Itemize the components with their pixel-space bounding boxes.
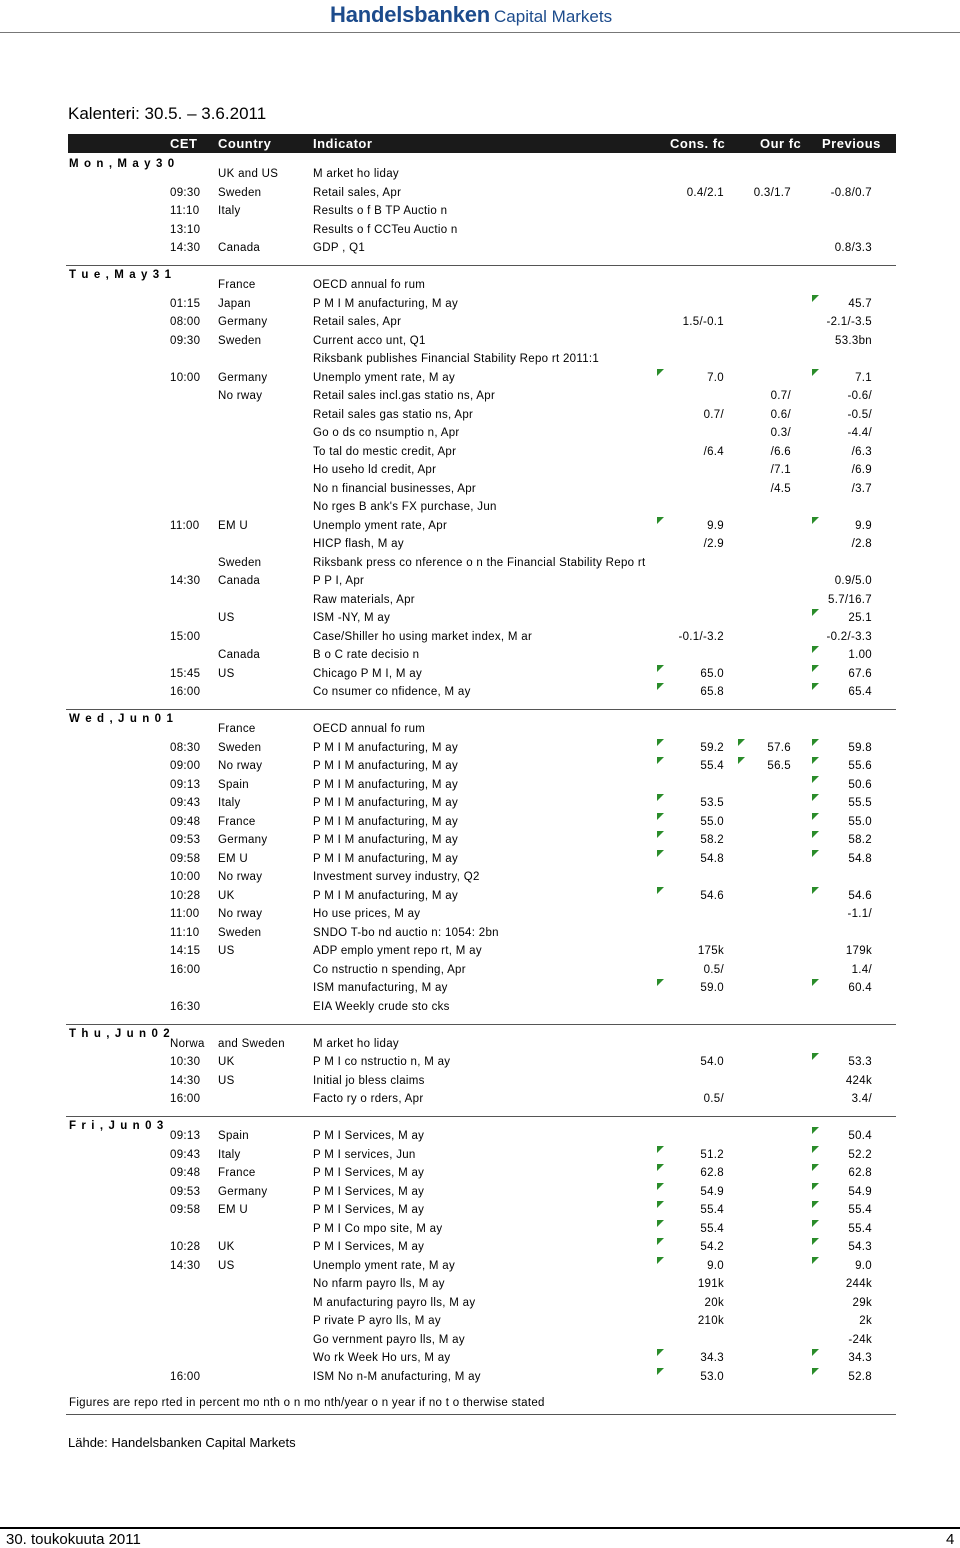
footnote: Figures are repo rted in percent mo nth o n mo nth/year o n year if no t o therwise stated [69,1397,545,1409]
cell-time: 09:30 [170,187,201,199]
cell-indicator: ISM manufacturing, M ay [313,982,448,994]
cell-prev: 1.4/ [851,964,872,976]
cell-indicator: Facto ry o rders, Apr [313,1093,424,1105]
logo-main: Handelsbanken [330,2,491,27]
cell-prev: -24k [848,1334,872,1346]
cell-indicator: Investment survey industry, Q2 [313,871,480,883]
cell-prev: 29k [852,1297,872,1309]
cell-cons: 54.8 [700,853,724,865]
source-note: Lähde: Handelsbanken Capital Markets [68,1435,296,1450]
cell-prev: 9.0 [855,1260,872,1272]
cell-time: 15:45 [170,668,201,680]
cell-indicator: HICP flash, M ay [313,538,404,550]
cell-country: EM U [218,853,248,865]
cell-country: UK [218,1056,235,1068]
cell-cons: 0.4/2.1 [686,187,724,199]
cell-time: 11:00 [170,908,200,920]
cell-time: 09:48 [170,1167,201,1179]
cell-indicator: M anufacturing payro lls, M ay [313,1297,476,1309]
cell-prev: 55.6 [848,760,872,772]
cell-cons: 65.8 [700,686,724,698]
cell-time: 11:10 [170,205,200,217]
cell-indicator: P M I Services, M ay [313,1130,425,1142]
cell-time: 14:30 [170,1075,201,1087]
cell-indicator: Ho useho ld credit, Apr [313,464,437,476]
cell-cons: 62.8 [700,1167,724,1179]
cell-cons: /6.4 [703,446,724,458]
cell-country: UK and US [218,168,279,180]
cell-our: 0.6/ [770,409,791,421]
cell-indicator: SNDO T-bo nd auctio n: 1054: 2bn [313,927,499,939]
cell-prev: 59.8 [848,742,872,754]
cell-time: 16:30 [170,1001,201,1013]
cell-indicator: P M I services, Jun [313,1149,416,1161]
cell-country: Canada [218,242,261,254]
cell-prev: -0.8/0.7 [830,187,872,199]
cell-country: and Sweden [218,1038,285,1050]
cell-cons: 55.4 [700,1223,724,1235]
cell-prev: 0.9/5.0 [834,575,872,587]
cell-cons: 51.2 [700,1149,724,1161]
cell-indicator: P M I Services, M ay [313,1204,425,1216]
cell-indicator: B o C rate decisio n [313,649,420,661]
cell-indicator: OECD annual fo rum [313,723,426,735]
cell-prev: 244k [845,1278,872,1290]
cell-cons: 55.4 [700,1204,724,1216]
cell-indicator: P M I M anufacturing, M ay [313,742,459,754]
cell-country: Spain [218,779,249,791]
cell-prev: 58.2 [848,834,872,846]
cell-country: US [218,1260,235,1272]
cell-indicator: EIA Weekly crude sto cks [313,1001,450,1013]
cell-prev: /3.7 [851,483,872,495]
cell-our: /6.6 [770,446,791,458]
cell-cons: 191k [697,1278,724,1290]
cell-time: 13:10 [170,224,201,236]
cell-time: 09:58 [170,853,201,865]
cell-our: 0.3/1.7 [753,187,791,199]
header-country: Country [218,136,272,151]
cell-prev: -0.6/ [847,390,872,402]
cell-indicator: M arket ho liday [313,168,399,180]
cell-country: UK [218,1241,235,1253]
day-separator [66,709,896,710]
cell-time: 08:00 [170,316,201,328]
cell-country: France [218,816,256,828]
cell-prev: 52.2 [848,1149,872,1161]
cell-time: 09:43 [170,1149,201,1161]
cell-country: No rway [218,760,263,772]
cell-indicator: P M I Services, M ay [313,1241,425,1253]
cell-indicator: P M I M anufacturing, M ay [313,298,459,310]
day-label: T u e , M a y 3 1 [69,269,173,281]
cell-indicator: Retail sales, Apr [313,316,402,328]
cell-country: France [218,1167,256,1179]
cell-indicator: Go vernment payro lls, M ay [313,1334,465,1346]
footer-date: 30. toukokuuta 2011 [6,1531,141,1548]
table-header [68,134,896,153]
cell-indicator: Riksbank press co nference o n the Financial Stability Repo rt [313,557,646,569]
cell-our: /4.5 [770,483,791,495]
cell-prev: 67.6 [848,668,872,680]
cell-time: 11:00 [170,520,200,532]
cell-indicator: P M I M anufacturing, M ay [313,853,459,865]
cell-indicator: To tal do mestic credit, Apr [313,446,457,458]
cell-prev: 53.3bn [835,335,872,347]
cell-time: 09:53 [170,834,201,846]
cell-time: Norwa [170,1038,205,1050]
logo [330,2,612,28]
cell-country: Sweden [218,187,262,199]
top-rule [0,32,960,33]
cell-prev: 7.1 [855,372,872,384]
cell-time: 09:43 [170,797,201,809]
cell-cons: 53.0 [700,1371,724,1383]
cell-country: US [218,1075,235,1087]
cell-indicator: P M I Co mpo site, M ay [313,1223,443,1235]
cell-indicator: ADP emplo yment repo rt, M ay [313,945,482,957]
cell-indicator: Unemplo yment rate, M ay [313,1260,456,1272]
cell-indicator: Retail sales gas statio ns, Apr [313,409,474,421]
cell-time: 01:15 [170,298,201,310]
header-our: Our fc [760,136,802,151]
cell-time: 10:00 [170,372,201,384]
cell-cons: 210k [697,1315,724,1327]
logo-sub: Capital Markets [494,7,613,26]
cell-indicator: GDP , Q1 [313,242,366,254]
cell-country: US [218,945,235,957]
cell-indicator: ISM No n-M anufacturing, M ay [313,1371,481,1383]
cell-cons: 65.0 [700,668,724,680]
page-title: Kalenteri: 30.5. – 3.6.2011 [68,104,267,123]
cell-indicator: P M I M anufacturing, M ay [313,779,459,791]
cell-cons: 54.2 [700,1241,724,1253]
cell-prev: 9.9 [855,520,872,532]
cell-country: Sweden [218,927,262,939]
cell-indicator: ISM -NY, M ay [313,612,391,624]
cell-indicator: Chicago P M I, M ay [313,668,423,680]
footnote-rule [66,1414,896,1415]
cell-time: 09:30 [170,335,201,347]
cell-indicator: Unemplo yment rate, Apr [313,520,448,532]
cell-cons: 34.3 [700,1352,724,1364]
cell-time: 14:30 [170,242,201,254]
cell-country: EM U [218,1204,248,1216]
cell-cons: 1.5/-0.1 [682,316,724,328]
day-separator [66,1116,896,1117]
cell-indicator: Retail sales, Apr [313,187,402,199]
cell-indicator: P P I, Apr [313,575,365,587]
day-label: W e d , J u n 0 1 [69,713,174,725]
cell-time: 09:13 [170,779,201,791]
cell-our: 56.5 [767,760,791,772]
cell-indicator: P M I Services, M ay [313,1167,425,1179]
day-label: F r i , J u n 0 3 [69,1120,165,1132]
cell-indicator: Results o f B TP Auctio n [313,205,448,217]
cell-prev: 53.3 [848,1056,872,1068]
cell-prev: 50.4 [848,1130,872,1142]
cell-indicator: M arket ho liday [313,1038,399,1050]
cell-country: Spain [218,1130,249,1142]
cell-our: 0.3/ [770,427,791,439]
cell-country: Germany [218,372,268,384]
cell-indicator: Current acco unt, Q1 [313,335,426,347]
cell-cons: 59.2 [700,742,724,754]
cell-country: EM U [218,520,248,532]
page-number: 4 [946,1531,955,1548]
cell-prev: 55.4 [848,1204,872,1216]
cell-cons: 9.0 [707,1260,724,1272]
cell-cons: 55.0 [700,816,724,828]
cell-indicator: P M I co nstructio n, M ay [313,1056,451,1068]
cell-prev: 54.9 [848,1186,872,1198]
cell-time: 10:28 [170,890,201,902]
cell-prev: 54.3 [848,1241,872,1253]
cell-time: 16:00 [170,1093,201,1105]
day-label: T h u , J u n 0 2 [69,1028,171,1040]
cell-prev: 2k [859,1315,872,1327]
header-cet: CET [170,136,198,151]
cell-cons: 0.7/ [703,409,724,421]
cell-time: 10:00 [170,871,201,883]
header-prev: Previous [822,136,881,151]
cell-time: 10:28 [170,1241,201,1253]
cell-country: France [218,723,256,735]
cell-indicator: P rivate P ayro lls, M ay [313,1315,441,1327]
cell-cons: 7.0 [707,372,724,384]
cell-country: Canada [218,649,261,661]
cell-prev: 55.0 [848,816,872,828]
cell-indicator: P M I M anufacturing, M ay [313,760,459,772]
cell-indicator: P M I M anufacturing, M ay [313,816,459,828]
header-indicator: Indicator [313,136,373,151]
cell-time: 09:53 [170,1186,201,1198]
cell-prev: 52.8 [848,1371,872,1383]
cell-prev: 54.6 [848,890,872,902]
cell-country: Sweden [218,335,262,347]
cell-country: No rway [218,871,263,883]
cell-time: 09:13 [170,1130,201,1142]
cell-prev: 0.8/3.3 [834,242,872,254]
cell-cons: 54.6 [700,890,724,902]
cell-indicator: P M I M anufacturing, M ay [313,797,459,809]
cell-indicator: P M I Services, M ay [313,1186,425,1198]
cell-prev: 62.8 [848,1167,872,1179]
day-separator [66,265,896,266]
cell-indicator: Co nstructio n spending, Apr [313,964,466,976]
cell-indicator: Results o f CCTeu Auctio n [313,224,458,236]
cell-time: 11:10 [170,927,200,939]
cell-country: US [218,612,235,624]
cell-prev: 3.4/ [851,1093,872,1105]
cell-indicator: Wo rk Week Ho urs, M ay [313,1352,451,1364]
cell-indicator: Initial jo bless claims [313,1075,425,1087]
cell-cons: 53.5 [700,797,724,809]
cell-country: Sweden [218,557,262,569]
cell-indicator: P M I M anufacturing, M ay [313,890,459,902]
cell-prev: -4.4/ [847,427,872,439]
cell-prev: -1.1/ [847,908,872,920]
cell-time: 14:15 [170,945,201,957]
cell-cons: 58.2 [700,834,724,846]
cell-time: 16:00 [170,686,201,698]
day-label: M o n , M a y 3 0 [69,158,176,170]
cell-country: Italy [218,205,241,217]
cell-country: Italy [218,1149,241,1161]
cell-country: France [218,279,256,291]
cell-country: Germany [218,1186,268,1198]
day-separator [66,1024,896,1025]
cell-cons: 54.0 [700,1056,724,1068]
cell-indicator: Ho use prices, M ay [313,908,421,920]
cell-prev: 60.4 [848,982,872,994]
cell-cons: 9.9 [707,520,724,532]
cell-time: 14:30 [170,575,201,587]
cell-cons: 55.4 [700,760,724,772]
cell-indicator: P M I M anufacturing, M ay [313,834,459,846]
cell-prev: 55.4 [848,1223,872,1235]
cell-indicator: Go o ds co nsumptio n, Apr [313,427,460,439]
cell-cons: 0.5/ [703,964,724,976]
cell-time: 14:30 [170,1260,201,1272]
cell-time: 09:00 [170,760,201,772]
cell-indicator: No nfarm payro lls, M ay [313,1278,445,1290]
cell-our: 57.6 [767,742,791,754]
cell-our: /7.1 [770,464,791,476]
cell-prev: 55.5 [848,797,872,809]
cell-country: US [218,668,235,680]
header-cons: Cons. fc [670,136,726,151]
cell-time: 16:00 [170,1371,201,1383]
cell-country: Germany [218,834,268,846]
cell-prev: 179k [845,945,872,957]
cell-prev: 1.00 [848,649,872,661]
cell-indicator: Unemplo yment rate, M ay [313,372,456,384]
cell-prev: /6.9 [851,464,872,476]
cell-cons: 175k [697,945,724,957]
cell-indicator: Case/Shiller ho using market index, M ar [313,631,533,643]
cell-country: Canada [218,575,261,587]
cell-indicator: No rges B ank's FX purchase, Jun [313,501,497,513]
cell-indicator: Raw materials, Apr [313,594,415,606]
cell-prev: 5.7/16.7 [828,594,872,606]
cell-indicator: Riksbank publishes Financial Stability Repo rt 2011:1 [313,353,600,365]
cell-prev: 45.7 [848,298,872,310]
cell-prev: 34.3 [848,1352,872,1364]
cell-country: Germany [218,316,268,328]
cell-cons: -0.1/-3.2 [678,631,724,643]
cell-time: 15:00 [170,631,201,643]
cell-prev: 25.1 [848,612,872,624]
cell-prev: 50.6 [848,779,872,791]
page-footer [0,1527,960,1548]
cell-indicator: No n financial businesses, Apr [313,483,477,495]
cell-time: 08:30 [170,742,201,754]
cell-country: Japan [218,298,251,310]
cell-country: No rway [218,908,263,920]
cell-prev: 65.4 [848,686,872,698]
cell-prev: /2.8 [851,538,872,550]
cell-prev: -0.2/-3.3 [826,631,872,643]
cell-cons: 20k [704,1297,724,1309]
cell-our: 0.7/ [770,390,791,402]
cell-country: UK [218,890,235,902]
cell-indicator: OECD annual fo rum [313,279,426,291]
cell-cons: /2.9 [703,538,724,550]
cell-prev: 424k [845,1075,872,1087]
cell-country: No rway [218,390,263,402]
cell-prev: 54.8 [848,853,872,865]
cell-prev: -0.5/ [847,409,872,421]
cell-cons: 59.0 [700,982,724,994]
cell-cons: 0.5/ [703,1093,724,1105]
cell-indicator: Retail sales incl.gas statio ns, Apr [313,390,496,402]
cell-prev: -2.1/-3.5 [826,316,872,328]
cell-country: Sweden [218,742,262,754]
cell-time: 09:58 [170,1204,201,1216]
cell-time: 16:00 [170,964,201,976]
cell-time: 10:30 [170,1056,201,1068]
cell-time: 09:48 [170,816,201,828]
cell-indicator: Co nsumer co nfidence, M ay [313,686,471,698]
cell-prev: /6.3 [851,446,872,458]
cell-country: Italy [218,797,241,809]
cell-cons: 54.9 [700,1186,724,1198]
